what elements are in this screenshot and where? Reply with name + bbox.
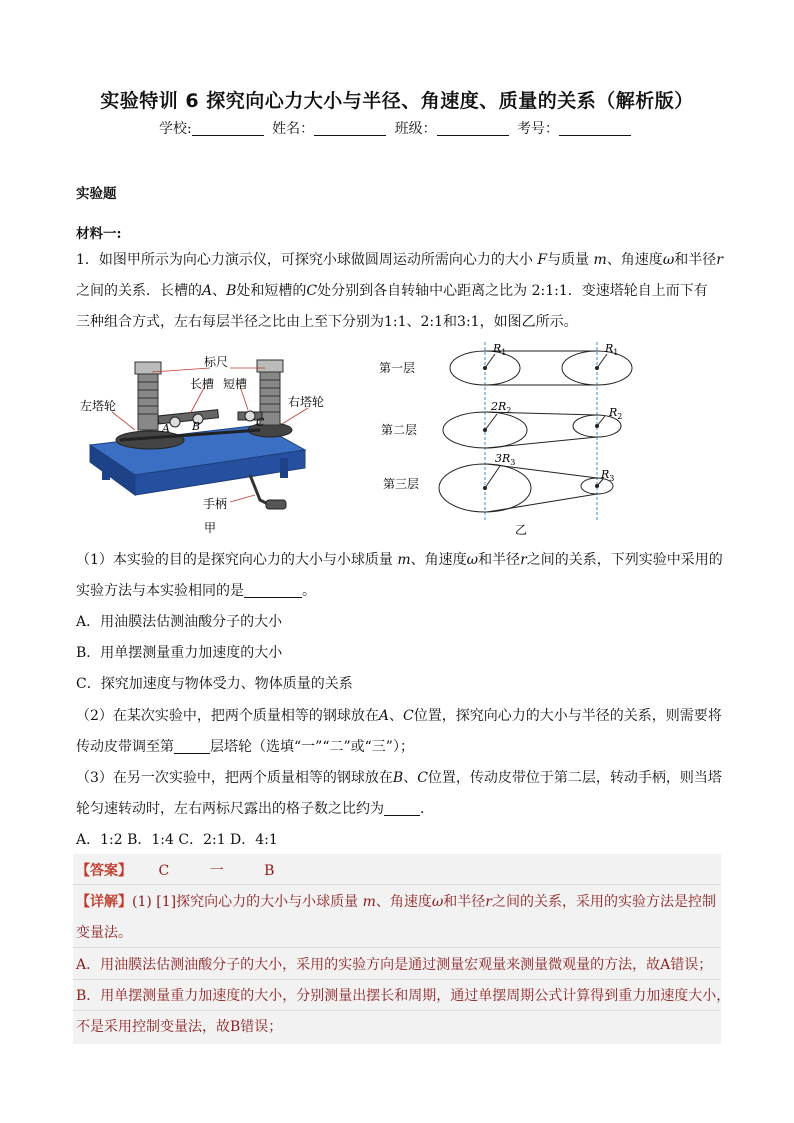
section-title: 实验题 <box>76 186 117 202</box>
label-youtalun: 右塔轮 <box>288 395 325 409</box>
name-label: 姓名： <box>272 121 315 137</box>
layer3-left-radius <box>485 466 500 488</box>
question-line-2: 之间的关系．长槽的A、B处和短槽的C处分别到各自转轴中心距离之比为 2:1:1．变速塔轮自上而下有 <box>76 283 708 299</box>
answer-divider <box>73 884 721 885</box>
label-layer2: 第二层 <box>381 423 418 437</box>
layer2-left-radius <box>485 414 497 430</box>
answer-line: 【答案】 C 一 B <box>76 863 275 879</box>
layer3-left-center <box>483 486 487 490</box>
label-3r3: $3R_3$ <box>495 452 516 467</box>
crank-grip <box>266 500 286 509</box>
answer-section-background <box>73 854 721 1044</box>
sub1-line-1: （1）本实验的目的是探究向心力的大小与小球质量 m、角速度ω和半径r之间的关系，下列实验中采用的 <box>76 552 723 568</box>
question-line-3: 三种组合方式，左右每层半径之比由上至下分别为1:1、2:1和3:1，如图乙所示。 <box>76 314 578 330</box>
sub2-line-1: （2）在某次实验中，把两个质量相等的钢球放在A、C位置，探究向心力的大小与半径的关系，则需要将 <box>76 708 722 724</box>
ball-a <box>170 417 180 427</box>
label-shoubing: 手柄 <box>203 497 228 511</box>
class-label: 班级： <box>394 121 437 137</box>
layer2-belt-bottom <box>487 437 597 448</box>
detail-line-1: 【详解】(1) [1]探究向心力的大小与小球质量 m、角速度ω和半径r之间的关系，采用的实验方法是控制 <box>76 894 716 910</box>
layer1-right-center <box>595 366 599 370</box>
label-duancao: 短槽 <box>223 377 248 391</box>
class-blank[interactable] <box>437 121 509 136</box>
layer2-right-center <box>595 424 599 428</box>
question-line-1: 1．如图甲所示为向心力演示仪，可探究小球做圆周运动所需向心力的大小 F与质量 m、角速度ω和半径r <box>76 252 723 268</box>
label-r3-right: $R_3$ <box>601 468 615 483</box>
sub2-line-2: 传动皮带调至第 层塔轮（选填“一”“二”或“三”）； <box>76 739 414 755</box>
detail-line-5: 不是采用控制变量法，故B错误； <box>76 1019 283 1035</box>
left-tower <box>138 372 158 430</box>
detail-line-2: 变量法。 <box>76 925 132 941</box>
answer-blank-2[interactable] <box>174 739 210 754</box>
student-info-line <box>0 118 794 138</box>
label-changcao: 长槽 <box>190 377 215 391</box>
exam-no-label: 考号： <box>517 121 560 137</box>
figure-caption-yi: 乙 <box>515 523 528 537</box>
sub1-line-2: 实验方法与本实验相同的是 。 <box>76 583 316 599</box>
label-r2-right: $R_2$ <box>609 406 623 421</box>
name-blank[interactable] <box>314 121 386 136</box>
right-cap <box>257 360 283 372</box>
base-leg <box>280 458 288 478</box>
label-biaochi: 标尺 <box>204 355 229 369</box>
school-blank[interactable] <box>192 121 264 136</box>
layer1-left-radius <box>485 354 495 368</box>
answer-divider <box>73 1010 721 1011</box>
base-leg <box>102 458 110 480</box>
layer1-right-radius <box>597 354 607 368</box>
label-c: C <box>256 416 265 429</box>
sub3-line-2: 轮匀速转动时，左右两标尺露出的格子数之比约为 ． <box>76 801 434 817</box>
answer-blank-3[interactable] <box>384 801 420 816</box>
school-label: 学校: <box>158 121 192 137</box>
answer-blank-1[interactable] <box>244 583 302 598</box>
figure-jia-centripetal-apparatus <box>80 350 340 540</box>
ball-c <box>245 411 255 421</box>
sub1-option-a: A．用油膜法估测油酸分子的大小 <box>76 614 283 630</box>
label-layer3: 第三层 <box>383 477 420 491</box>
layer1-left-center <box>483 366 487 370</box>
answer-divider <box>73 979 721 980</box>
layer3-belt-top <box>487 464 597 478</box>
layer3-belt-bottom <box>487 494 597 512</box>
layer2-left-center <box>483 428 487 432</box>
sub3-line-1: （3）在另一次实验中，把两个质量相等的钢球放在B、C位置，传动皮带位于第二层，转动手柄，则当塔 <box>76 770 722 786</box>
exam-no-blank[interactable] <box>559 121 631 136</box>
figure-yi-pulley-layers <box>375 338 645 538</box>
label-r1-right: $R_1$ <box>605 342 619 357</box>
label-2r2: $2R_2$ <box>491 400 512 415</box>
answer-divider <box>73 947 721 948</box>
layer3-right-center <box>595 484 599 488</box>
label-a: A <box>162 422 170 435</box>
material-label: 材料一: <box>76 226 122 242</box>
figure-caption-jia: 甲 <box>204 521 217 535</box>
left-cap <box>135 362 161 374</box>
label-layer1: 第一层 <box>379 361 416 375</box>
label-r1-left: $R_1$ <box>493 342 507 357</box>
detail-line-4: B．用单摆测量重力加速度的大小，分别测量出摆长和周期，通过单摆周期公式计算得到重力加速度大小， <box>76 988 731 1004</box>
label-zuotalun: 左塔轮 <box>80 399 117 413</box>
sub1-option-c: C．探究加速度与物体受力、物体质量的关系 <box>76 676 353 692</box>
sub1-option-b: B．用单摆测量重力加速度的大小 <box>76 645 283 661</box>
detail-line-3: A．用油膜法估测油酸分子的大小，采用的实验方向是通过测量宏观量来测量微观量的方法，故A错误； <box>76 957 713 973</box>
label-b: B <box>192 420 201 433</box>
document-title: 实验特训 6 探究向心力大小与半径、角速度、质量的关系（解析版） <box>100 90 694 112</box>
sub3-options: A．1:2 B．1:4 C．2:1 D．4:1 <box>76 832 278 848</box>
